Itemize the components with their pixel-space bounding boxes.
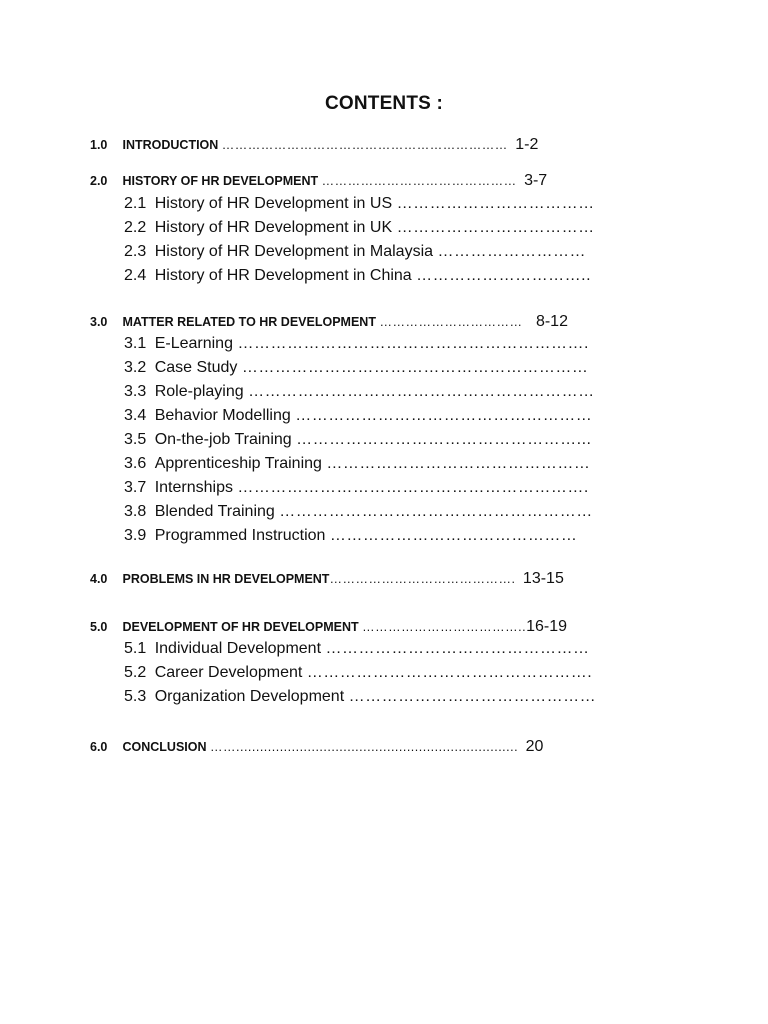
entry-leader: ………………………………………………………: [241, 359, 589, 376]
entry-number: 2.4: [124, 267, 147, 284]
entry-number: 2.3: [124, 243, 147, 260]
entry-number: 3.5: [124, 431, 147, 448]
toc-entry-on-the-job-training: [124, 431, 768, 449]
entry-page: 8-12: [535, 313, 568, 330]
entry-page: 3-7: [524, 172, 548, 189]
toc-entry-history-china: [124, 267, 768, 285]
entry-page: 13-15: [522, 570, 564, 587]
entry-leader: ………………………………: [396, 195, 595, 212]
entry-leader: …….......................................................................: [210, 740, 519, 754]
entry-number: 3.3: [124, 383, 147, 400]
entry-number: 6.0: [90, 740, 108, 754]
entry-leader: …………………………………………………………: [221, 138, 508, 152]
toc-entry-apprenticeship-training: [124, 455, 768, 473]
page-title: CONTENTS :: [324, 93, 444, 114]
entry-leader: ………………………: [437, 243, 586, 260]
entry-leader: ………………………………………: [329, 527, 578, 544]
toc-entry-history-us: [124, 195, 768, 213]
toc-entry-individual-development: [124, 640, 768, 658]
entry-number: 3.8: [124, 503, 147, 520]
entry-leader: ………………………………………: [348, 688, 597, 705]
toc-entry-career-development: [124, 664, 768, 682]
entry-number: 2.1: [124, 195, 147, 212]
entry-leader: ………………………………………: [321, 174, 517, 188]
entry-leader: ……………………………………………………….: [237, 479, 589, 496]
entry-leader: …………………………………….: [329, 572, 516, 586]
entry-number: 5.1: [124, 640, 147, 657]
entry-number: 2.0: [90, 174, 108, 188]
toc-entry-introduction: [90, 136, 768, 154]
entry-number: 5.3: [124, 688, 147, 705]
toc-entry-matters: [90, 313, 768, 331]
toc-entry-e-learning: [124, 335, 768, 353]
toc-entry-history-malaysia: [124, 243, 768, 261]
toc-entry-history-uk: [124, 219, 768, 237]
entry-number: 3.6: [124, 455, 147, 472]
toc-entry-programmed-instruction: [124, 527, 768, 545]
toc-entry-organization-development: [124, 688, 768, 706]
entry-leader: ……………………………………………………….: [237, 335, 589, 352]
entry-number: 4.0: [90, 572, 108, 586]
entry-page: 16-19: [526, 618, 567, 635]
toc-entry-conclusion: [90, 738, 768, 756]
entry-leader: …………………………………………: [326, 455, 591, 472]
toc-entry-internships: [124, 479, 768, 497]
entry-leader: ………………………………………………………: [248, 383, 595, 400]
entry-leader: …………………………………………….: [306, 664, 593, 681]
entry-label: HISTORY OF HR DEVELOPMENT: [122, 174, 319, 188]
entry-label: Career Development: [154, 664, 303, 681]
entry-leader: ……………………………: [379, 315, 523, 329]
entry-number: 2.2: [124, 219, 147, 236]
entry-number: 3.1: [124, 335, 147, 352]
entry-number: 3.9: [124, 527, 147, 544]
entry-label: Case Study: [154, 359, 238, 376]
entry-label: History of HR Development in Malaysia: [154, 243, 434, 260]
entry-label: On-the-job Training: [154, 431, 292, 448]
entry-leader: ……………………………………………...: [296, 431, 592, 448]
entry-number: 1.0: [90, 138, 108, 152]
toc-entry-development: [90, 618, 768, 636]
entry-label: History of HR Development in China: [154, 267, 412, 284]
entry-label: Programmed Instruction: [154, 527, 326, 544]
entry-number: 3.7: [124, 479, 147, 496]
entry-leader: ………………………………..: [362, 620, 527, 634]
entry-label: DEVELOPMENT OF HR DEVELOPMENT: [122, 620, 359, 634]
toc-entry-problems: [90, 570, 768, 588]
entry-label: Organization Development: [154, 688, 345, 705]
entry-label: Internships: [154, 479, 233, 496]
entry-number: 3.0: [90, 315, 108, 329]
entry-number: 5.0: [90, 620, 108, 634]
entry-leader: ………………………………………………: [295, 407, 593, 424]
entry-label: Role-playing: [154, 383, 244, 400]
toc-entry-behavior-modelling: [124, 407, 768, 425]
toc-entry-case-study: [124, 359, 768, 377]
entry-label: Individual Development: [154, 640, 322, 657]
entry-number: 5.2: [124, 664, 147, 681]
entry-label: CONCLUSION: [122, 740, 207, 754]
entry-page: 20: [525, 738, 544, 755]
entry-label: History of HR Development in UK: [154, 219, 393, 236]
entry-leader: …………………………………………: [325, 640, 590, 657]
entry-leader: ………………………………: [396, 219, 595, 236]
entry-number: 3.2: [124, 359, 147, 376]
toc-entry-blended-training: [124, 503, 768, 521]
entry-page: 1-2: [515, 136, 539, 153]
entry-label: MATTER RELATED TO HR DEVELOPMENT: [122, 315, 376, 329]
toc-entry-history: [90, 172, 768, 190]
entry-label: History of HR Development in US: [154, 195, 393, 212]
entry-label: INTRODUCTION: [122, 138, 219, 152]
entry-label: Apprenticeship Training: [154, 455, 322, 472]
entry-leader: …………………………………………………: [279, 503, 593, 520]
entry-label: PROBLEMS IN HR DEVELOPMENT: [122, 572, 330, 586]
entry-number: 3.4: [124, 407, 147, 424]
toc-entry-role-playing: [124, 383, 768, 401]
entry-label: Blended Training: [154, 503, 275, 520]
entry-label: Behavior Modelling: [154, 407, 291, 424]
entry-leader: …………………………..: [416, 267, 592, 284]
entry-label: E-Learning: [154, 335, 233, 352]
